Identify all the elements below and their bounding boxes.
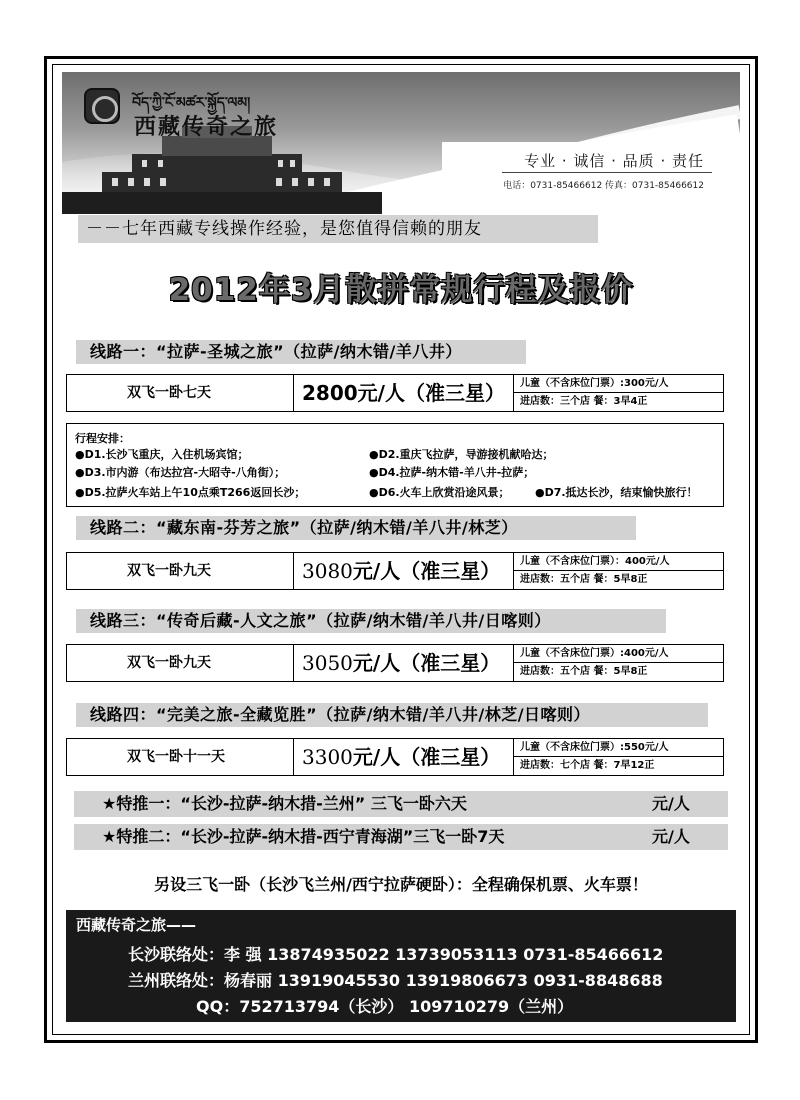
itinerary-item: ●D4.拉萨-纳木错-羊八井-拉萨； — [369, 466, 535, 479]
route-3-price-row — [66, 644, 724, 682]
route-4-price-row — [66, 738, 724, 776]
route-2-price-unit: 元/人（准三星） — [352, 559, 501, 583]
header-phone: 电话：0731-85466612 传真：0731-85466612 — [503, 181, 704, 191]
tagline: －－七年西藏专线操作经验，是您值得信赖的朋友 — [78, 215, 598, 243]
special-offer-1-price: 元/人 — [652, 794, 690, 813]
special-offer-2-text: ★特推二：“长沙-拉萨-纳木措-西宁青海湖”三飞一卧7天 — [102, 827, 505, 846]
flyer — [62, 72, 740, 1027]
route-3-shops: 进店数：五个店 餐：5早8正 — [520, 666, 648, 677]
route-3-details — [513, 645, 723, 681]
itinerary-item: ●D3.市内游（布达拉宫-大昭寺-八角街）； — [75, 466, 286, 479]
brand-logo-icon — [84, 88, 120, 124]
brand-name: 西藏传奇之旅 — [134, 114, 279, 140]
special-offer-1 — [74, 791, 728, 817]
contact-qq: QQ：752713794（长沙） 109710279（兰州） — [196, 997, 574, 1016]
route-2-child-price: 儿童（不含床位门票）：400元/人 — [514, 553, 724, 571]
itinerary-box — [66, 423, 724, 507]
contact-changsha: 长沙联络处：李 强 13874935022 13739053113 0731-85466612 — [128, 945, 664, 964]
contact-panel — [66, 910, 736, 1022]
route-1-child-price: 儿童（不含床位门票）:300元/人 — [514, 375, 724, 393]
itinerary-title: 行程安排： — [75, 432, 130, 445]
route-4-price-unit: 元/人（准三星） — [352, 745, 501, 769]
route-4-transport: 双飞一卧十一天 — [127, 749, 225, 765]
route-3-heading: 线路三：“传奇后藏-人文之旅”（拉萨/纳木错/羊八井/日喀则） — [76, 609, 666, 633]
route-2-heading: 线路二：“藏东南-芬芳之旅”（拉萨/纳木错/羊八井/林芝） — [76, 516, 636, 540]
page-title: 2012年3月散拼常规行程及报价 — [168, 272, 634, 308]
route-1-heading: 线路一：“拉萨-圣城之旅”（拉萨/纳木错/羊八井） — [76, 340, 526, 364]
route-2-price-row — [66, 552, 724, 590]
route-2-price-number: 3080 — [302, 559, 353, 583]
route-3-price-unit: 元/人（准三星） — [352, 651, 501, 675]
extra-note: 另设三飞一卧（长沙飞兰州/西宁拉萨硬卧）：全程确保机票、火车票！ — [154, 875, 648, 894]
route-1-price: 2800元/人（准三星） — [293, 375, 513, 411]
contact-title: 西藏传奇之旅—— — [76, 916, 197, 934]
route-2-shops: 进店数：五个店 餐：5早8正 — [520, 574, 648, 585]
route-1-price-row — [66, 374, 724, 412]
contact-lanzhou: 兰州联络处：杨春丽 13919045530 13919806673 0931-8848688 — [128, 971, 663, 990]
itinerary-item: ●D5.拉萨火车站上午10点乘T266返回长沙； — [75, 486, 306, 499]
header-banner — [62, 72, 740, 214]
route-3-transport: 双飞一卧九天 — [127, 655, 211, 671]
slogan-divider — [502, 172, 712, 173]
itinerary-item: ●D6.火车上欣赏沿途风景； — [369, 486, 510, 499]
route-3-price-number: 3050 — [302, 651, 353, 675]
route-2-details — [513, 553, 723, 589]
route-4-details — [513, 739, 723, 775]
route-4-child-price: 儿童（不含床位门票）:550元/人 — [514, 739, 724, 757]
special-offer-2 — [74, 824, 728, 850]
route-2-price — [293, 553, 513, 589]
brand-tibetan: བོད་ཀྱི་ངོ་མཚར་སྐྱོད་ལམ། — [132, 95, 251, 111]
itinerary-item: ●D7.抵达长沙，结束愉快旅行！ — [535, 486, 698, 499]
route-3-child-price: 儿童（不含床位门票）:400元/人 — [514, 645, 724, 663]
slogan: 专业 · 诚信 · 品质 · 责任 — [524, 152, 704, 170]
route-1-details — [513, 375, 723, 411]
itinerary-item: ●D1.长沙飞重庆，入住机场宾馆； — [75, 448, 249, 461]
route-4-price-number: 3300 — [302, 745, 353, 769]
route-4-heading: 线路四：“完美之旅-全藏览胜”（拉萨/纳木错/羊八井/林芝/日喀则） — [76, 703, 708, 727]
route-3-price — [293, 645, 513, 681]
itinerary-item: ●D2.重庆飞拉萨，导游接机献哈达； — [369, 448, 554, 461]
route-1-shops: 进店数：三个店 餐：3早4正 — [520, 396, 648, 407]
route-4-price — [293, 739, 513, 775]
special-offer-2-price: 元/人 — [652, 827, 690, 846]
route-1-transport: 双飞一卧七天 — [127, 385, 211, 401]
route-2-transport: 双飞一卧九天 — [127, 563, 211, 579]
special-offer-1-text: ★特推一：“长沙-拉萨-纳木措-兰州” 三飞一卧六天 — [102, 794, 467, 813]
route-4-shops: 进店数：七个店 餐：7早12正 — [520, 760, 655, 771]
